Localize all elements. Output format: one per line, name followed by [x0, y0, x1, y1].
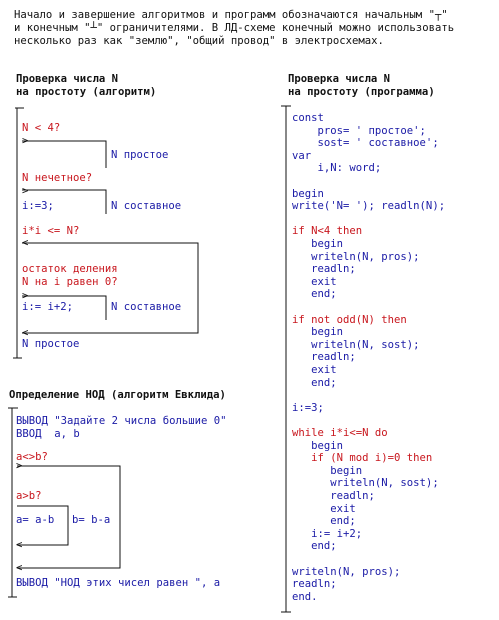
- prime-cond-mod-2: N на i равен 0?: [22, 276, 118, 288]
- code-line: const: [292, 112, 324, 124]
- code-line: exit: [292, 364, 337, 376]
- branch-marker: >: [22, 290, 29, 302]
- code-line: if N<4 then: [292, 225, 363, 238]
- program-title-2: на простоту (программа): [288, 86, 435, 98]
- code-line: while i*i<=N do: [292, 427, 388, 439]
- gcd-output-result: ВЫВОД "НОД этих чисел равен ", a: [16, 577, 221, 589]
- code-line: end;: [292, 376, 337, 389]
- code-line: begin: [292, 238, 344, 250]
- code-line: sost= ' составное';: [292, 137, 439, 150]
- code-line: i,N: word;: [292, 162, 382, 175]
- prime-loop-cond: i*i <= N?: [22, 225, 80, 237]
- gcd-cond-gt: a>b?: [16, 490, 42, 502]
- code-line: pros= ' простое';: [292, 124, 426, 137]
- gcd-cond-ne: a<>b?: [16, 451, 48, 463]
- program-title-1: Проверка числа N: [288, 73, 391, 85]
- code-line: i:= i+2;: [292, 527, 363, 540]
- prime-inc-i: i:= i+2;: [22, 301, 74, 313]
- code-line: exit: [292, 275, 337, 288]
- code-line: writeln(N, pros);: [292, 250, 420, 263]
- code-line: if (N mod i)=0 then: [292, 452, 433, 465]
- code-line: end;: [292, 540, 337, 553]
- code-line: begin: [292, 326, 344, 339]
- prime-algo-title-1: Проверка числа N: [16, 73, 119, 85]
- prime-cond-n-lt-4: N < 4?: [22, 122, 61, 134]
- code-line: begin: [292, 464, 363, 477]
- prime-cond-odd: N нечетное?: [22, 172, 93, 184]
- prime-algo-title-2: на простоту (алгоритм): [16, 86, 157, 98]
- gcd-output-prompt: ВЫВОД "Задайте 2 числа большие 0": [16, 415, 227, 427]
- code-line: end.: [292, 590, 318, 603]
- code-line: writeln(N, sost);: [292, 477, 439, 490]
- code-line: var: [292, 149, 312, 162]
- gcd-assign-b: b= b-a: [72, 514, 111, 526]
- intro-line-3: несколько раз как "землю", "общий провод" в электросхемах.: [14, 35, 384, 47]
- prime-cond-mod-1: остаток деления: [22, 263, 118, 275]
- code-line: writeln(N, sost);: [292, 338, 420, 351]
- gcd-input: ВВОД a, b: [16, 428, 80, 440]
- loop-return-arrow: <: [16, 539, 23, 551]
- gcd-assign-a: a= a-b: [16, 514, 55, 526]
- code-line: readln;: [292, 263, 356, 276]
- gcd-algo-title: Определение НОД (алгоритм Евклида): [9, 389, 226, 401]
- code-line: i:=3;: [292, 401, 324, 414]
- loop-return-arrow: <: [22, 327, 29, 339]
- branch-marker: >: [22, 135, 29, 147]
- code-line: if not odd(N) then: [292, 313, 407, 326]
- code-line: readln;: [292, 351, 356, 364]
- prime-out-prime-final: N простое: [22, 338, 80, 350]
- branch-marker: >: [22, 185, 29, 197]
- intro-line-2: и конечным "┴" ограничителями. В ЛД-схеме конечный можно использовать: [14, 22, 455, 34]
- branch-marker: >: [16, 460, 23, 472]
- loop-arrow: <: [22, 237, 29, 249]
- code-line: readln;: [292, 578, 337, 591]
- code-line: writeln(N, pros);: [292, 565, 401, 578]
- loop-exit-arrow: <: [16, 562, 23, 574]
- code-line: begin: [292, 439, 344, 452]
- prime-out-composite-1: N составное: [111, 200, 182, 212]
- code-line: write('N= '); readln(N);: [292, 200, 446, 213]
- code-line: readln;: [292, 490, 375, 502]
- code-line: end;: [292, 515, 356, 528]
- code-line: begin: [292, 187, 324, 200]
- code-line: end;: [292, 288, 337, 301]
- intro-line-1: Начало и завершение алгоритмов и программ обозначаются начальным "┬": [14, 9, 448, 21]
- prime-out-prime-1: N простое: [111, 149, 169, 161]
- code-line: exit: [292, 502, 356, 515]
- prime-out-composite-2: N составное: [111, 301, 182, 313]
- prime-init-i: i:=3;: [22, 200, 54, 212]
